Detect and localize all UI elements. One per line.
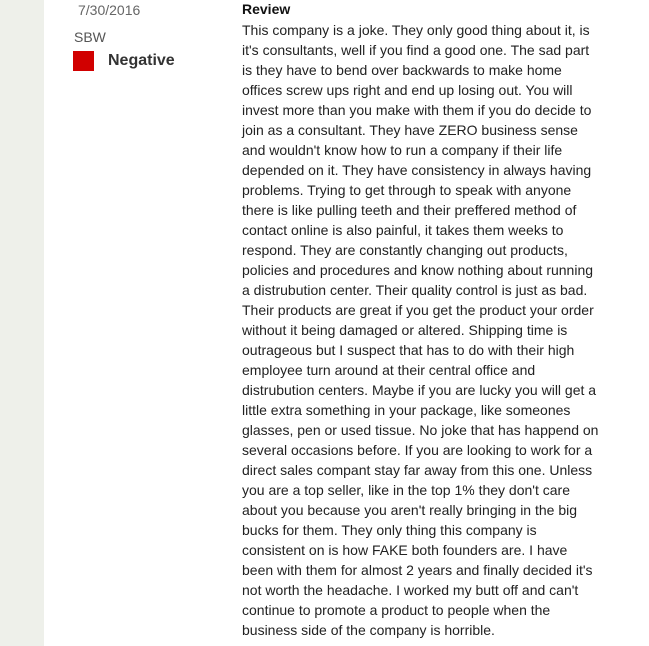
review-content-column [242,0,602,640]
review-body-text: This company is a joke. They only good thing about it, is it's consultants, well if you find a good one. The sad part is they have to bend over backwards to make home offices screw ups right and end up losing out. You will invest more than you make with them if you do decide to join as a consultant. They have ZERO business sense and wouldn't know how to run a company if their life depended on it. They have consistency in always having problems. Trying to get through to speak with anyone there is like pulling teeth and their preffered method of contact online is also painful, it takes them weeks to respond. They are constantly changing out products, policies and procedures and know nothing about running a distrubution center. Their quality control is just as bad. Their products are great if you get the product your order without it being damaged or altered. Shipping time is outrageous but I suspect that has to do with their high employee turn around at their central office and distrubution centers. Maybe if you are lucky you will get a little extra something in your package, like someones glasses, pen or used tissue. No joke that has happend on several occasions before. If you are looking to work for a direct sales compant stay far away from this one. Unless you are a top seller, like in the top 1% they don't care about you because you aren't really bringing in the big bucks for them. They only thing this company is consistent on is how FAKE both founders are. I have been with them for almost 2 years and finally decided it's not worth the headache. I worked my butt off and can't continue to promote a product to people when the business side of the company is horrible. [242,22,599,638]
review-heading: Review [242,1,291,17]
sentiment-color-swatch [73,51,94,71]
review-date: 7/30/2016 [78,2,141,18]
review-meta-column [44,0,234,646]
reviewer-name: SBW [74,29,106,45]
sentiment-indicator [73,50,175,72]
sentiment-label: Negative [108,52,175,69]
left-margin-strip [0,0,44,646]
